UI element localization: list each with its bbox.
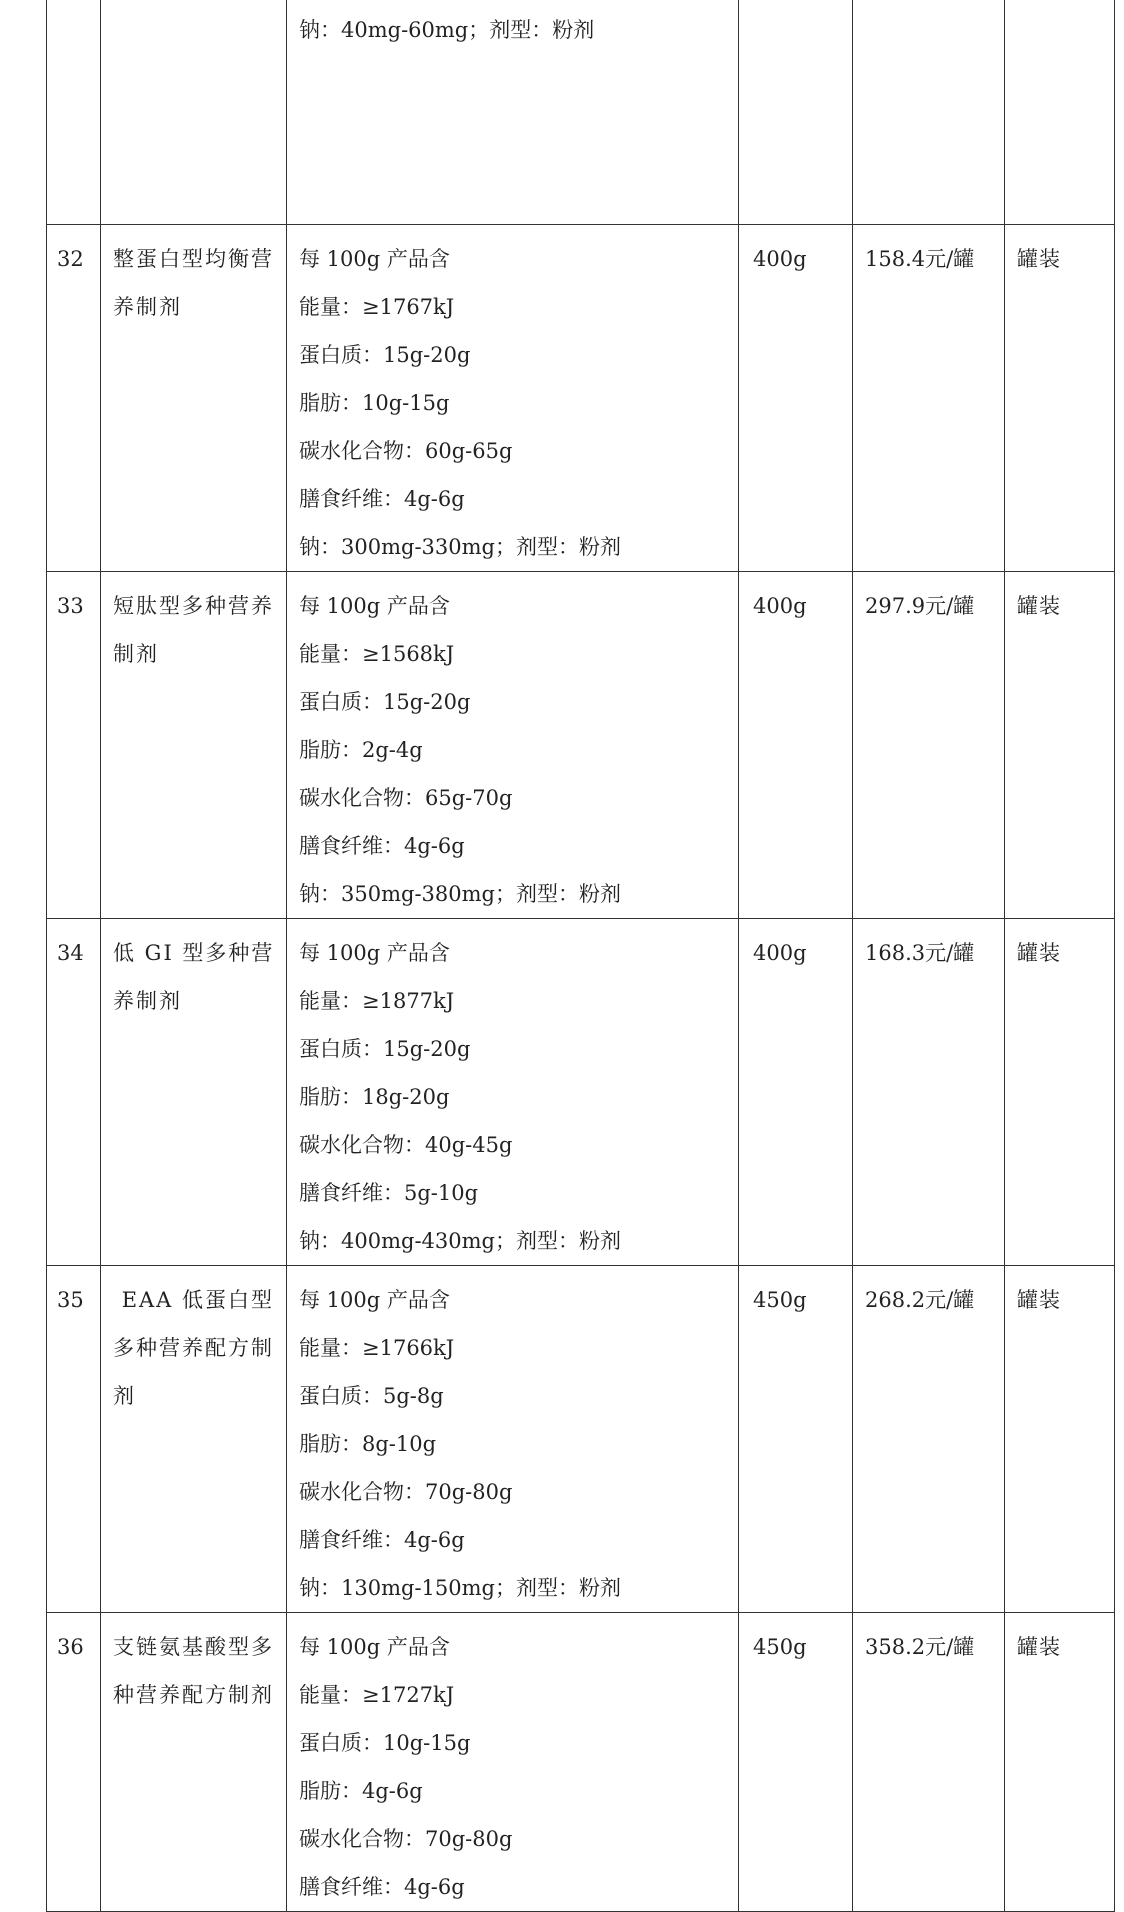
cell-name: EAA 低蛋白型多种营养配方制剂 xyxy=(101,1266,287,1613)
cell-size xyxy=(739,0,853,225)
cell-number: 33 xyxy=(47,572,101,919)
table-row xyxy=(47,225,1115,572)
cell-price: 268.2元/罐 xyxy=(853,1266,1005,1613)
cell-name: 支链氨基酸型多种营养配方制剂 xyxy=(101,1613,287,1912)
cell-pack: 罐装 xyxy=(1005,1613,1115,1912)
cell-name: 整蛋白型均衡营养制剂 xyxy=(101,225,287,572)
cell-pack: 罐装 xyxy=(1005,1266,1115,1613)
cell-size: 400g xyxy=(739,225,853,572)
spec-line: 钠：130mg-150mg；剂型：粉剂 xyxy=(299,1576,621,1600)
cell-number xyxy=(47,0,101,225)
spec-line: 蛋白质：15g-20g xyxy=(299,343,471,367)
spec-line: 碳水化合物：40g-45g xyxy=(299,1133,513,1157)
product-table xyxy=(46,0,1115,1912)
cell-pack: 罐装 xyxy=(1005,919,1115,1266)
spec-line: 脂肪：2g-4g xyxy=(299,738,423,762)
spec-line: 蛋白质：15g-20g xyxy=(299,1037,471,1061)
spec-line: 蛋白质：5g-8g xyxy=(299,1384,444,1408)
spec-line: 脂肪：10g-15g xyxy=(299,391,450,415)
cell-spec xyxy=(287,225,739,572)
table-row xyxy=(47,572,1115,919)
cell-spec xyxy=(287,1613,739,1912)
spec-line: 膳食纤维：5g-10g xyxy=(299,1181,479,1205)
cell-price: 358.2元/罐 xyxy=(853,1613,1005,1912)
spec-line: 碳水化合物：70g-80g xyxy=(299,1827,513,1851)
cell-spec xyxy=(287,919,739,1266)
table-row xyxy=(47,919,1115,1266)
spec-line: 每 100g 产品含 xyxy=(299,594,450,618)
cell-number: 36 xyxy=(47,1613,101,1912)
cell-name: 短肽型多种营养制剂 xyxy=(101,572,287,919)
cell-pack: 罐装 xyxy=(1005,572,1115,919)
cell-size: 400g xyxy=(739,919,853,1266)
cell-price xyxy=(853,0,1005,225)
spec-line: 膳食纤维：4g-6g xyxy=(299,834,465,858)
spec-line: 脂肪：8g-10g xyxy=(299,1432,437,1456)
spec-line: 碳水化合物：65g-70g xyxy=(299,786,513,810)
table-row xyxy=(47,0,1115,225)
spec-line: 碳水化合物：60g-65g xyxy=(299,439,513,463)
spec-line: 能量：≥1877kJ xyxy=(299,989,455,1013)
table-row xyxy=(47,1613,1115,1912)
spec-line: 钠：300mg-330mg；剂型：粉剂 xyxy=(299,535,621,559)
cell-spec xyxy=(287,572,739,919)
spec-line: 钠：350mg-380mg；剂型：粉剂 xyxy=(299,882,621,906)
spec-line: 能量：≥1766kJ xyxy=(299,1336,455,1360)
cell-pack: 罐装 xyxy=(1005,225,1115,572)
cell-number: 35 xyxy=(47,1266,101,1613)
cell-price: 168.3元/罐 xyxy=(853,919,1005,1266)
spec-line: 蛋白质：10g-15g xyxy=(299,1731,471,1755)
spec-line: 每 100g 产品含 xyxy=(299,247,450,271)
spec-line: 脂肪：18g-20g xyxy=(299,1085,450,1109)
spec-line: 能量：≥1767kJ xyxy=(299,295,455,319)
cell-name: 低 GI 型多种营养制剂 xyxy=(101,919,287,1266)
spec-line: 钠：40mg-60mg；剂型：粉剂 xyxy=(299,18,595,42)
spec-line: 每 100g 产品含 xyxy=(299,1288,450,1312)
cell-size: 450g xyxy=(739,1613,853,1912)
cell-number: 34 xyxy=(47,919,101,1266)
spec-line: 蛋白质：15g-20g xyxy=(299,690,471,714)
spec-line: 能量：≥1568kJ xyxy=(299,642,455,666)
spec-line: 钠：400mg-430mg；剂型：粉剂 xyxy=(299,1229,621,1253)
spec-line: 膳食纤维：4g-6g xyxy=(299,1528,465,1552)
spec-line: 膳食纤维：4g-6g xyxy=(299,1875,465,1899)
cell-pack xyxy=(1005,0,1115,225)
cell-price: 297.9元/罐 xyxy=(853,572,1005,919)
spec-line: 能量：≥1727kJ xyxy=(299,1683,455,1707)
spec-line: 碳水化合物：70g-80g xyxy=(299,1480,513,1504)
cell-spec xyxy=(287,1266,739,1613)
cell-size: 450g xyxy=(739,1266,853,1613)
table-row xyxy=(47,1266,1115,1613)
spec-line: 脂肪：4g-6g xyxy=(299,1779,423,1803)
cell-spec xyxy=(287,0,739,225)
cell-number: 32 xyxy=(47,225,101,572)
spec-line: 每 100g 产品含 xyxy=(299,941,450,965)
spec-line: 膳食纤维：4g-6g xyxy=(299,487,465,511)
cell-name xyxy=(101,0,287,225)
cell-size: 400g xyxy=(739,572,853,919)
cell-price: 158.4元/罐 xyxy=(853,225,1005,572)
spec-line: 每 100g 产品含 xyxy=(299,1635,450,1659)
